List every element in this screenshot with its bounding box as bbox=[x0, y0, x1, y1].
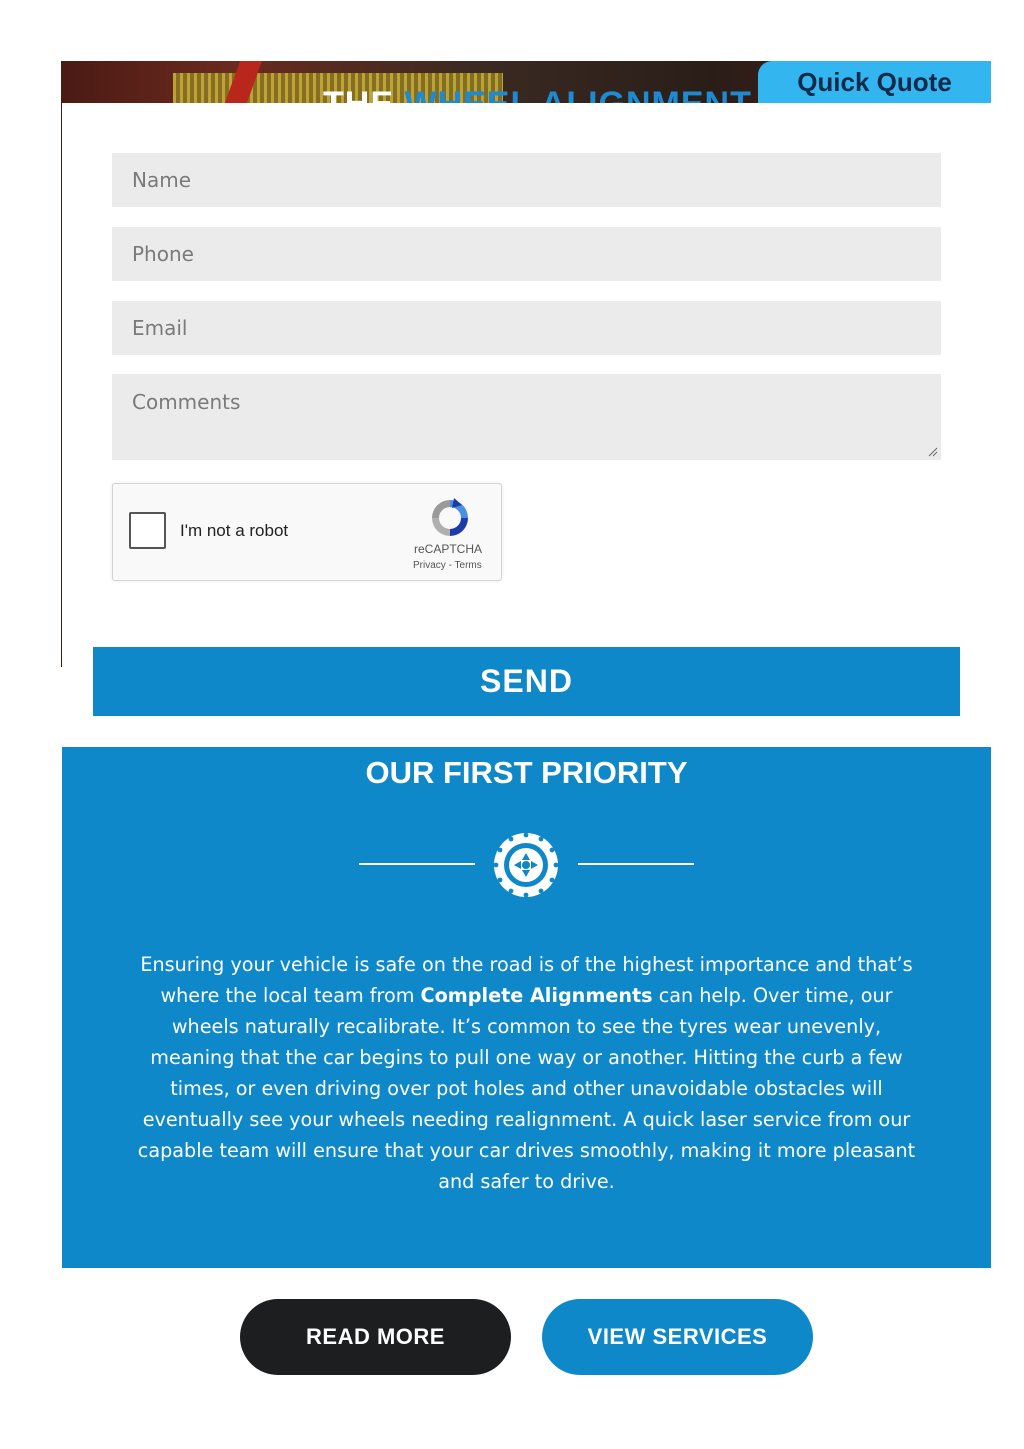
view-services-button[interactable]: VIEW SERVICES bbox=[542, 1299, 813, 1375]
priority-title: OUR FIRST PRIORITY bbox=[365, 755, 688, 790]
quick-quote-tab[interactable]: Quick Quote bbox=[758, 61, 991, 103]
comments-textarea[interactable] bbox=[112, 374, 941, 460]
priority-text-1: Ensuring your vehicle is safe on the road is of the highest importance and that’s where the local team from bbox=[140, 953, 913, 1007]
priority-section bbox=[62, 747, 991, 1268]
email-input[interactable] bbox=[112, 301, 941, 355]
phone-input[interactable] bbox=[112, 227, 941, 281]
send-button[interactable]: SEND bbox=[93, 647, 960, 716]
divider-right bbox=[578, 863, 694, 865]
tyre-icon bbox=[492, 831, 560, 899]
recaptcha-logo-icon bbox=[428, 496, 472, 540]
name-input[interactable] bbox=[112, 153, 941, 207]
priority-brand-name: Complete Alignments bbox=[420, 984, 653, 1007]
recaptcha-terms-link[interactable]: Terms bbox=[454, 560, 482, 571]
priority-description bbox=[132, 949, 921, 1197]
read-more-button[interactable]: READ MORE bbox=[240, 1299, 511, 1375]
recaptcha-checkbox[interactable] bbox=[129, 512, 166, 549]
priority-text-2: can help. Over time, our wheels naturally recalibrate. It’s common to see the tyres wear unevenly, meaning that the car begins to pull one way or another. Hitting the curb a few times, or even driving over pot holes and other unavoidable obstacles will eventually see your wheels needing realignment. A quick laser service from our capable team will ensure that your car drives smoothly, making it more pleasant and safer to drive. bbox=[137, 984, 916, 1193]
divider-left bbox=[359, 863, 475, 865]
recaptcha-link-separator: - bbox=[445, 560, 455, 571]
recaptcha-widget bbox=[112, 483, 502, 581]
resize-handle-icon[interactable] bbox=[928, 447, 938, 457]
recaptcha-links bbox=[413, 560, 482, 571]
recaptcha-privacy-link[interactable]: Privacy bbox=[413, 560, 446, 571]
recaptcha-label: I'm not a robot bbox=[180, 521, 289, 540]
recaptcha-brand: reCAPTCHA bbox=[414, 542, 483, 556]
